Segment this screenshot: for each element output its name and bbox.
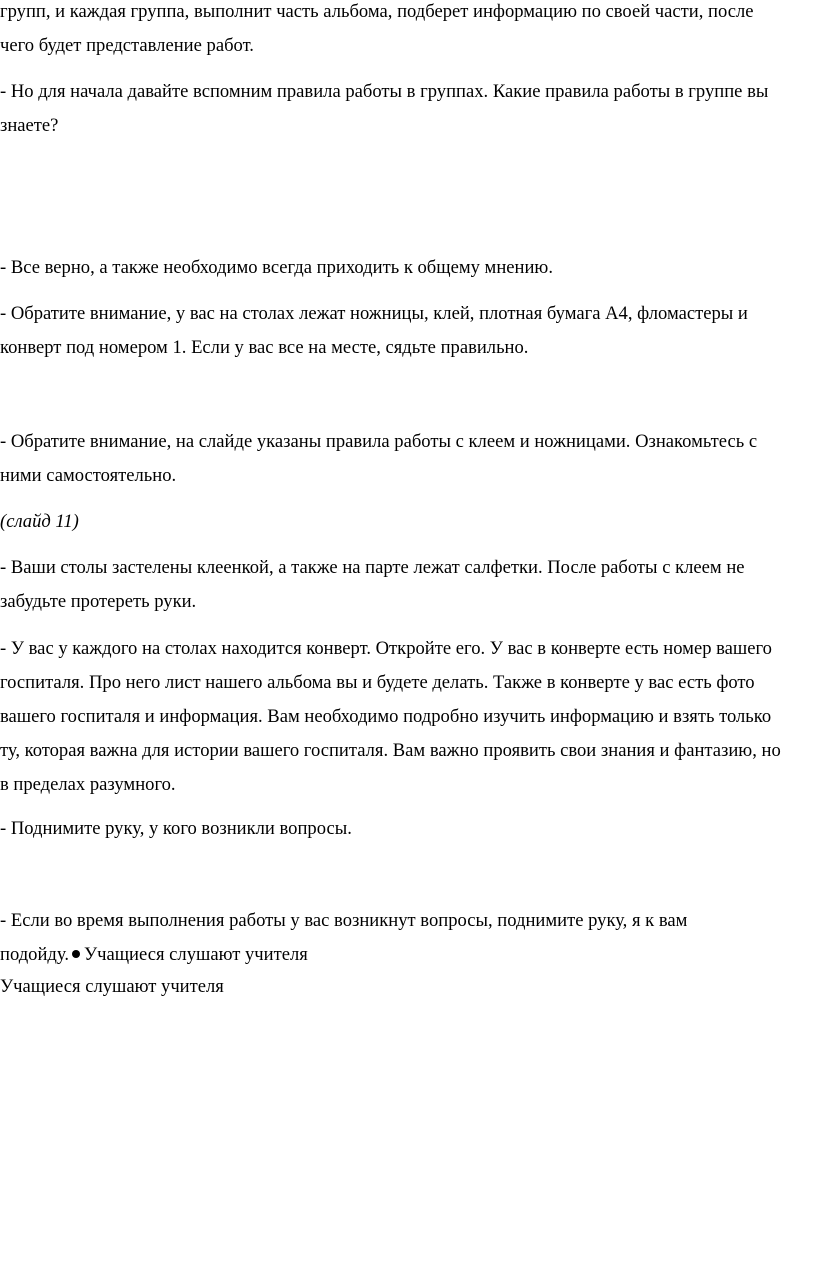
paragraph-5 xyxy=(0,425,812,493)
bullet-icon xyxy=(72,950,80,958)
text-line: Учащиеся слушают учителя xyxy=(0,976,224,997)
paragraph-1 xyxy=(0,0,812,63)
text-fragment: подойду. xyxy=(0,944,69,965)
slide-reference xyxy=(0,505,812,539)
paragraph-11 xyxy=(0,970,812,1004)
paragraph-9 xyxy=(0,812,812,846)
text-line-with-bullet xyxy=(0,938,812,972)
paragraph-3 xyxy=(0,251,812,285)
text-line: госпиталя. Про него лист нашего альбома вы и будете делать. Также в конверте у вас есть фото xyxy=(0,672,755,693)
paragraph-2 xyxy=(0,75,812,143)
text-line: - Если во время выполнения работы у вас возникнут вопросы, поднимите руку, я к вам xyxy=(0,910,688,931)
text-line: - Обратите внимание, на слайде указаны правила работы с клеем и ножницами. Ознакомьтесь с xyxy=(0,431,758,452)
text-fragment: Учащиеся слушают учителя xyxy=(83,944,308,965)
paragraph-8 xyxy=(0,632,812,802)
text-line: ту, которая важна для истории вашего госпиталя. Вам важно проявить свои знания и фантазию, но xyxy=(0,740,781,761)
text-line: чего будет представление работ. xyxy=(0,35,254,56)
text-line: - Но для начала давайте вспомним правила работы в группах. Какие правила работы в группе вы xyxy=(0,81,769,102)
text-line: - Ваши столы застелены клеенкой, а также на парте лежат салфетки. После работы с клеем не xyxy=(0,557,745,578)
paragraph-4 xyxy=(0,297,812,365)
text-line: вашего госпиталя и информация. Вам необходимо подробно изучить информацию и взять только xyxy=(0,706,772,727)
text-line: групп, и каждая группа, выполнит часть альбома, подберет информацию по своей части, после xyxy=(0,1,754,22)
text-line: забудьте протереть руки. xyxy=(0,591,197,612)
text-line: - Поднимите руку, у кого возникли вопросы. xyxy=(0,818,352,839)
text-line: (слайд 11) xyxy=(0,511,79,532)
text-line: знаете? xyxy=(0,115,59,136)
paragraph-10 xyxy=(0,904,812,972)
text-line: ними самостоятельно. xyxy=(0,465,177,486)
text-line: - У вас у каждого на столах находится конверт. Откройте его. У вас в конверте есть номер вашего xyxy=(0,638,772,659)
text-line: конверт под номером 1. Если у вас все на месте, сядьте правильно. xyxy=(0,337,529,358)
paragraph-7 xyxy=(0,551,812,619)
text-line: - Обратите внимание, у вас на столах лежат ножницы, клей, плотная бумага А4, фломастеры и xyxy=(0,303,748,324)
text-line: - Все верно, а также необходимо всегда приходить к общему мнению. xyxy=(0,257,553,278)
text-line: в пределах разумного. xyxy=(0,774,176,795)
